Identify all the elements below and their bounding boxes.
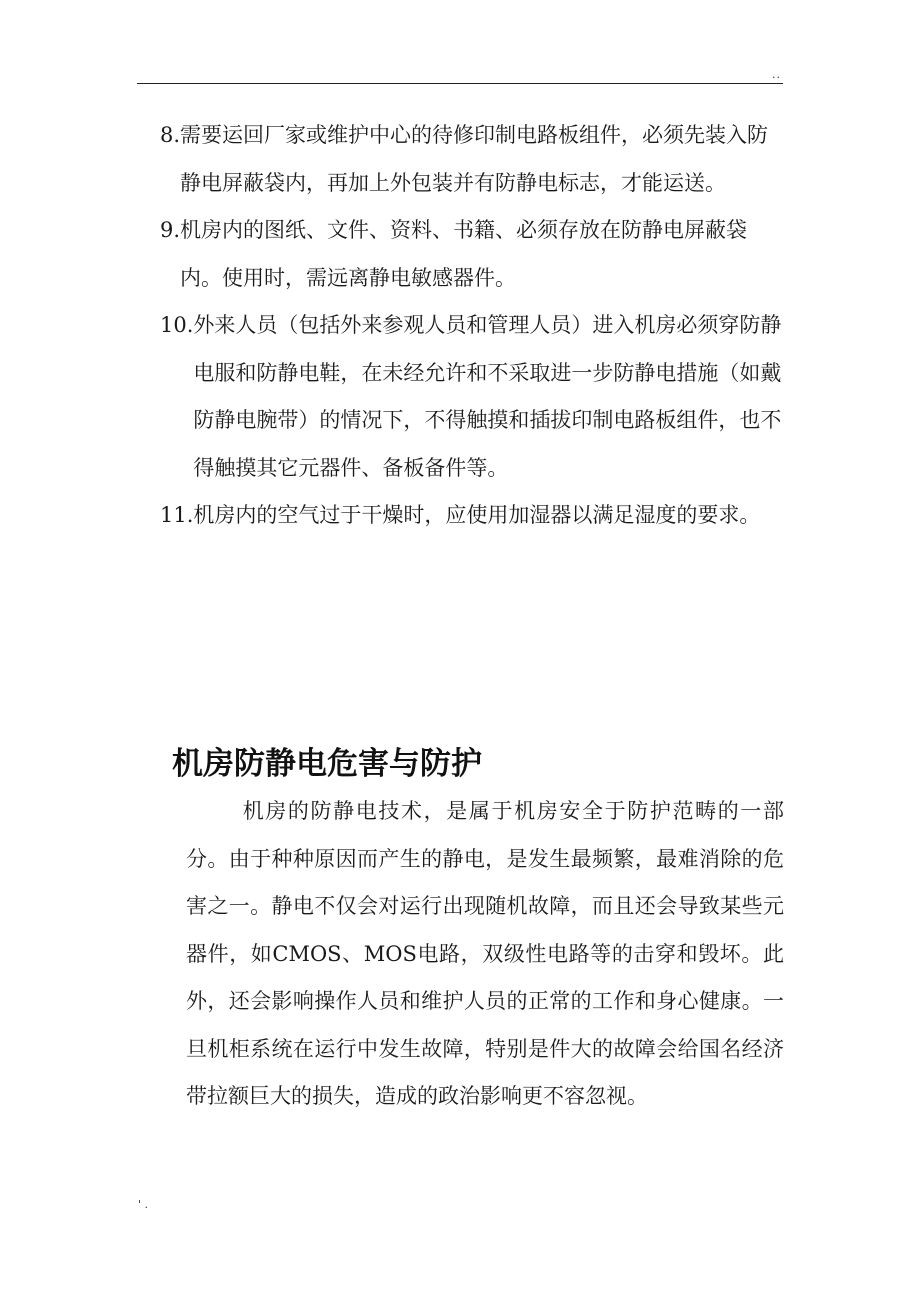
list-item-text: 机房内的图纸、文件、资料、书籍、必须存放在防静电屏蔽袋内。使用时，需远离静电敏感器件。 bbox=[180, 218, 748, 290]
header-rule bbox=[137, 83, 783, 84]
list-item-8 bbox=[160, 112, 785, 207]
list-item-number: 10. bbox=[160, 313, 194, 337]
numbered-list bbox=[160, 112, 785, 540]
body-paragraph: 机房的防静电技术，是属于机房安全于防护范畴的一部分。由于种种原因而产生的静电，是发生最频繁，最难消除的危害之一。静电不仅会对运行出现随机故障，而且还会导致某些元器件，如CMOS、MOS电路，双级性电路等的击穿和毁坏。此外，还会影响操作人员和维护人员的正常的工作和身心健康。一旦机柜系统在运行中发生故障，特别是件大的故障会给国名经济带拉额巨大的损失，造成的政治影响更不容忽视。 bbox=[186, 799, 784, 1108]
list-item-number: 9. bbox=[160, 218, 181, 242]
list-item-10 bbox=[160, 302, 785, 492]
page-header-marker: .. bbox=[772, 68, 781, 81]
list-item-text: 需要运回厂家或维护中心的待修印制电路板组件，必须先装入防静电屏蔽袋内，再加上外包装并有防静电标志，才能运送。 bbox=[180, 123, 769, 195]
list-item-number: 8. bbox=[160, 123, 181, 147]
list-item-11 bbox=[160, 492, 785, 540]
page-footer-marker: ' . bbox=[138, 1198, 149, 1211]
list-item-number: 11. bbox=[160, 503, 194, 527]
section-heading: 机房防静电危害与防护 bbox=[172, 746, 482, 782]
list-item-text: 机房内的空气过于干燥时，应使用加湿器以满足湿度的要求。 bbox=[193, 503, 761, 527]
list-item-text: 外来人员（包括外来参观人员和管理人员）进入机房必须穿防静电服和防静电鞋，在未经允许和不采取进一步防静电措施（如戴防静电腕带）的情况下，不得触摸和插拔印制电路板组件，也不得触摸其它元器件、备板备件等。 bbox=[193, 313, 782, 480]
list-item-9 bbox=[160, 207, 785, 302]
